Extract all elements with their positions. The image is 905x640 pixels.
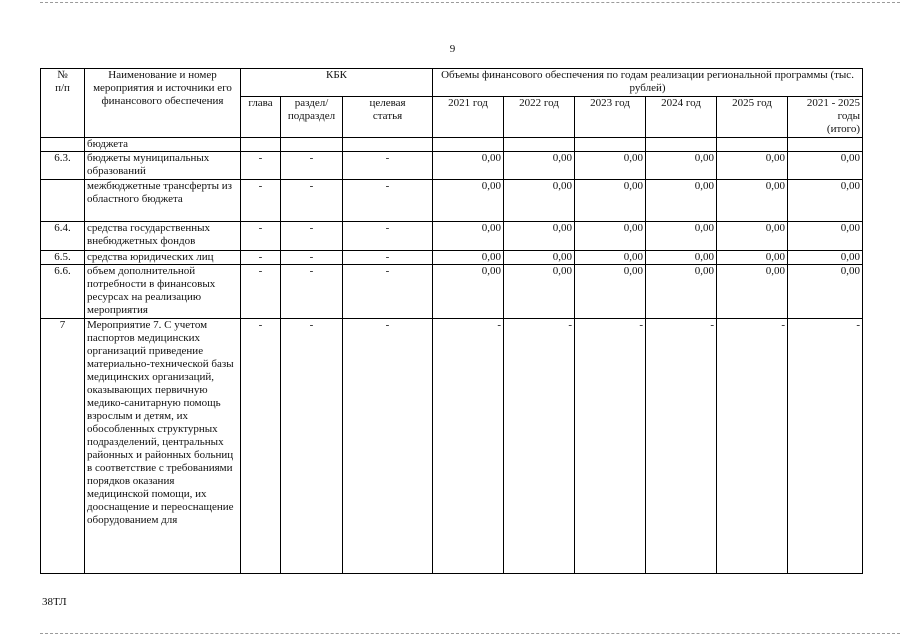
table-row bbox=[41, 222, 863, 251]
row-razdel: - bbox=[281, 152, 343, 180]
row-value-3: - bbox=[646, 319, 717, 574]
header-year-2022: 2022 год bbox=[504, 97, 575, 138]
row-value-4: - bbox=[717, 319, 788, 574]
row-number bbox=[41, 180, 85, 222]
header-kbk: КБК bbox=[241, 69, 433, 97]
row-name: средства государственных внебюджетных фондов bbox=[85, 222, 241, 251]
row-glava: - bbox=[241, 152, 281, 180]
row-razdel: - bbox=[281, 319, 343, 574]
row-razdel bbox=[281, 138, 343, 152]
row-value-1: - bbox=[504, 319, 575, 574]
row-name: бюджеты муниципальных образований bbox=[85, 152, 241, 180]
row-razdel: - bbox=[281, 251, 343, 265]
row-razdel: - bbox=[281, 180, 343, 222]
row-value-4 bbox=[717, 138, 788, 152]
row-value-3: 0,00 bbox=[646, 222, 717, 251]
header-name: Наименование и номер мероприятия и источники его финансового обеспечения bbox=[85, 69, 241, 138]
row-value-0: 0,00 bbox=[433, 152, 504, 180]
table-row bbox=[41, 251, 863, 265]
row-statya: - bbox=[343, 319, 433, 574]
row-value-4: 0,00 bbox=[717, 152, 788, 180]
row-value-3: 0,00 bbox=[646, 152, 717, 180]
row-glava bbox=[241, 138, 281, 152]
row-value-1: 0,00 bbox=[504, 152, 575, 180]
table-row bbox=[41, 265, 863, 319]
row-value-2 bbox=[575, 138, 646, 152]
header-razdel: раздел/ подраздел bbox=[281, 97, 343, 138]
row-value-1: 0,00 bbox=[504, 222, 575, 251]
row-value-3: 0,00 bbox=[646, 265, 717, 319]
row-number: 6.4. bbox=[41, 222, 85, 251]
row-statya: - bbox=[343, 180, 433, 222]
row-value-4: 0,00 bbox=[717, 222, 788, 251]
row-value-0: - bbox=[433, 319, 504, 574]
header-row-1 bbox=[41, 69, 863, 97]
row-glava: - bbox=[241, 180, 281, 222]
row-value-4: 0,00 bbox=[717, 265, 788, 319]
page-number: 9 bbox=[449, 43, 456, 55]
row-value-1: 0,00 bbox=[504, 265, 575, 319]
scan-edge-top bbox=[40, 2, 900, 3]
header-glava: глава bbox=[241, 97, 281, 138]
row-name: средства юридических лиц bbox=[85, 251, 241, 265]
row-value-0 bbox=[433, 138, 504, 152]
header-year-total: 2021 - 2025 годы (итого) bbox=[788, 97, 863, 138]
row-value-1 bbox=[504, 138, 575, 152]
header-year-2021: 2021 год bbox=[433, 97, 504, 138]
header-volumes: Объемы финансового обеспечения по годам реализации региональной программы (тыс. рублей) bbox=[433, 69, 863, 97]
row-name: объем дополнительной потребности в финансовых ресурсах на реализацию мероприятия bbox=[85, 265, 241, 319]
row-number: 6.5. bbox=[41, 251, 85, 265]
row-value-0: 0,00 bbox=[433, 180, 504, 222]
row-number: 6.6. bbox=[41, 265, 85, 319]
row-value-1: 0,00 bbox=[504, 180, 575, 222]
scan-edge-bottom bbox=[40, 633, 900, 634]
row-value-2: 0,00 bbox=[575, 180, 646, 222]
row-statya: - bbox=[343, 251, 433, 265]
row-name: межбюджетные трансферты из областного бюджета bbox=[85, 180, 241, 222]
row-number: 7 bbox=[41, 319, 85, 574]
row-name: бюджета bbox=[85, 138, 241, 152]
row-value-3: 0,00 bbox=[646, 251, 717, 265]
row-value-0: 0,00 bbox=[433, 251, 504, 265]
row-value-5: 0,00 bbox=[788, 152, 863, 180]
row-value-4: 0,00 bbox=[717, 180, 788, 222]
row-value-2: 0,00 bbox=[575, 265, 646, 319]
row-value-0: 0,00 bbox=[433, 265, 504, 319]
header-num: № п/п bbox=[41, 69, 85, 138]
row-value-2: 0,00 bbox=[575, 251, 646, 265]
row-glava: - bbox=[241, 222, 281, 251]
row-statya: - bbox=[343, 265, 433, 319]
table-row bbox=[41, 152, 863, 180]
row-value-2: 0,00 bbox=[575, 152, 646, 180]
row-statya bbox=[343, 138, 433, 152]
row-number: 6.3. bbox=[41, 152, 85, 180]
row-value-5 bbox=[788, 138, 863, 152]
row-value-3: 0,00 bbox=[646, 180, 717, 222]
row-value-5: 0,00 bbox=[788, 251, 863, 265]
table-row bbox=[41, 138, 863, 152]
row-value-1: 0,00 bbox=[504, 251, 575, 265]
row-value-2: 0,00 bbox=[575, 222, 646, 251]
header-year-2023: 2023 год bbox=[575, 97, 646, 138]
budget-table bbox=[40, 68, 863, 574]
table-row bbox=[41, 180, 863, 222]
row-value-2: - bbox=[575, 319, 646, 574]
row-value-5: - bbox=[788, 319, 863, 574]
header-year-2025: 2025 год bbox=[717, 97, 788, 138]
row-glava: - bbox=[241, 251, 281, 265]
row-razdel: - bbox=[281, 222, 343, 251]
row-value-3 bbox=[646, 138, 717, 152]
row-value-5: 0,00 bbox=[788, 180, 863, 222]
row-value-0: 0,00 bbox=[433, 222, 504, 251]
header-statya: целевая статья bbox=[343, 97, 433, 138]
footer-code: 38ТЛ bbox=[42, 596, 67, 608]
row-glava: - bbox=[241, 265, 281, 319]
row-statya: - bbox=[343, 152, 433, 180]
row-value-4: 0,00 bbox=[717, 251, 788, 265]
row-name: Мероприятие 7. С учетом паспортов медицинских организаций приведение материально-технической базы медицинских организаций, оказывающих первичную медико-санитарную помощь взрослым и детям, их обособленных структурных подразделений, центральных районных и районных больниц в соответствие с требованиями порядков оказания медицинской помощи, их дооснащение и переоснащение оборудованием для bbox=[85, 319, 241, 574]
row-statya: - bbox=[343, 222, 433, 251]
row-razdel: - bbox=[281, 265, 343, 319]
table-row bbox=[41, 319, 863, 574]
row-value-5: 0,00 bbox=[788, 222, 863, 251]
header-year-2024: 2024 год bbox=[646, 97, 717, 138]
row-number bbox=[41, 138, 85, 152]
row-value-5: 0,00 bbox=[788, 265, 863, 319]
row-glava: - bbox=[241, 319, 281, 574]
